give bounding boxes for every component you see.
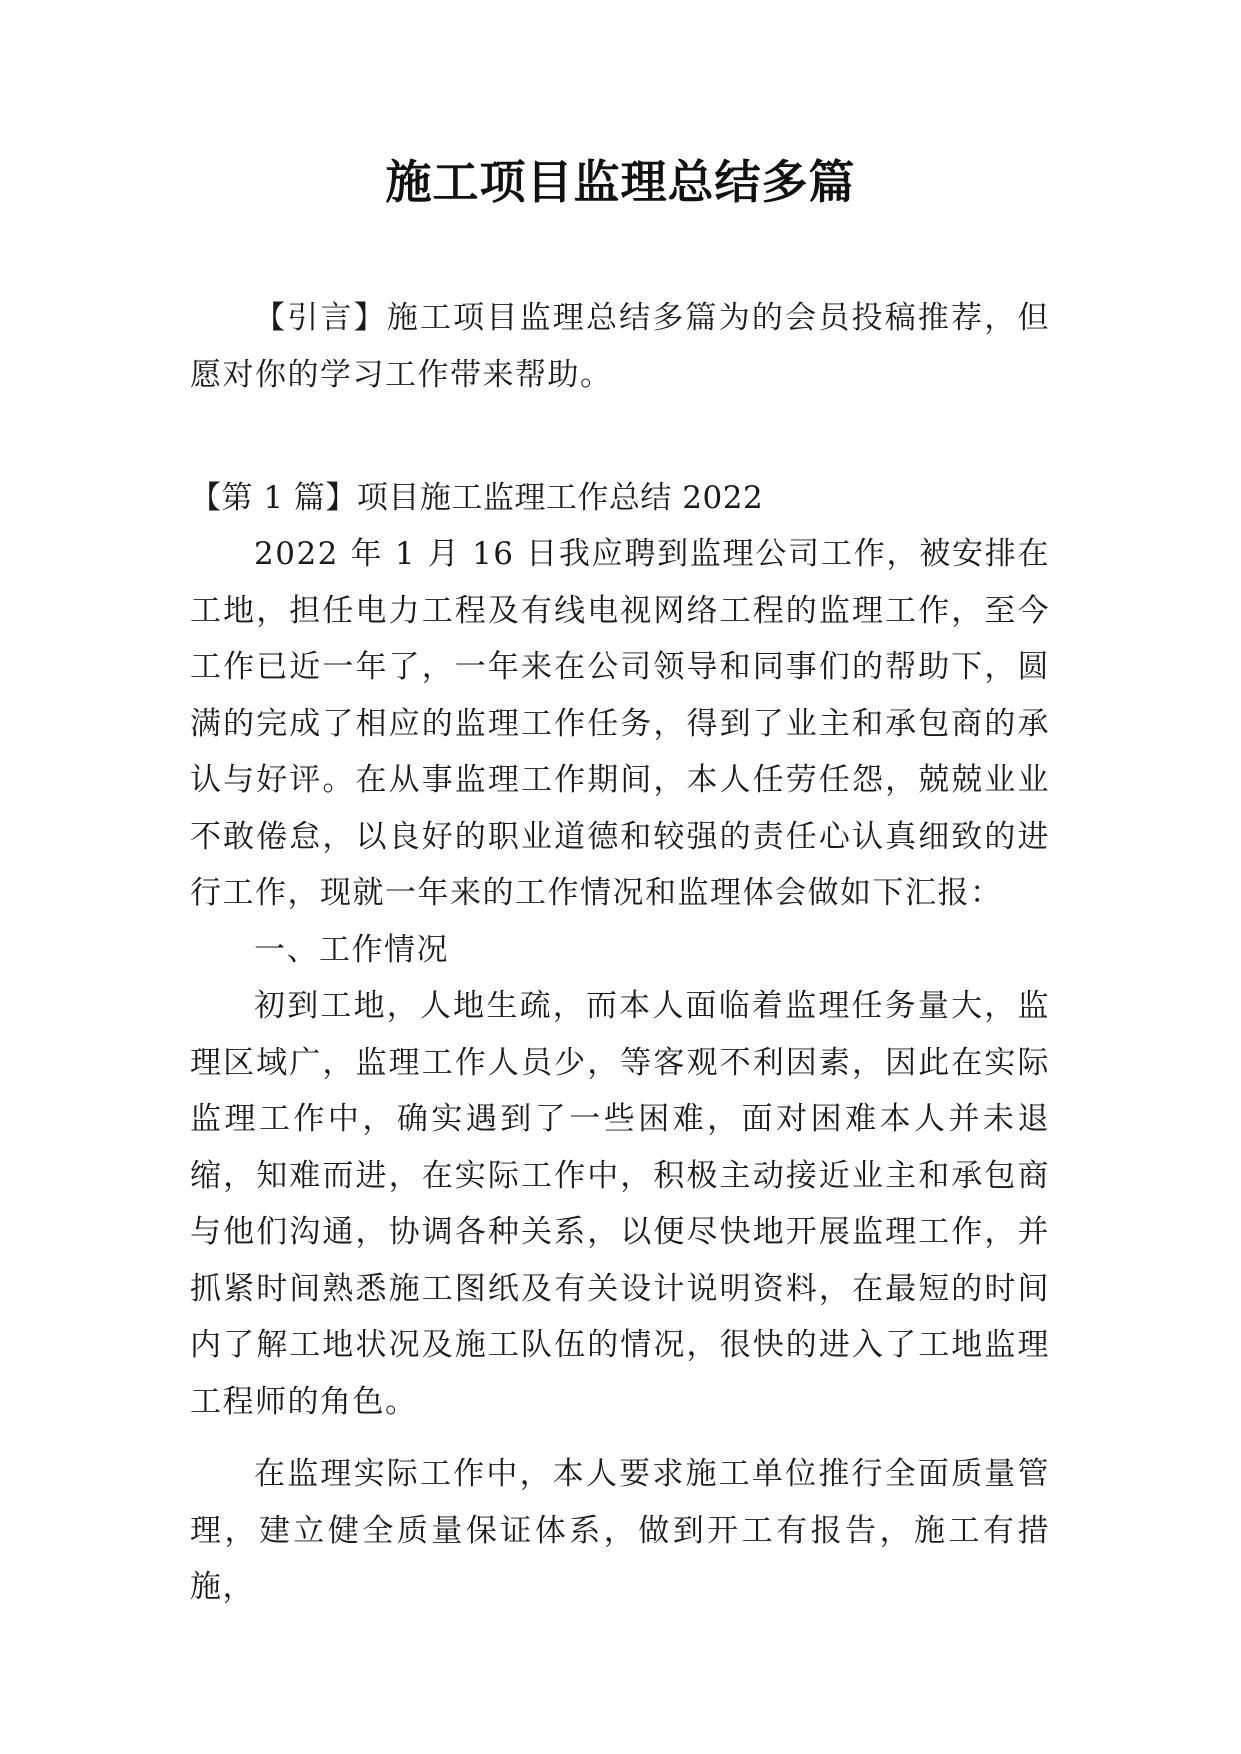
section-body	[190, 526, 1050, 1616]
paragraph: 2022 年 1 月 16 日我应聘到监理公司工作，被安排在工地，担任电力工程及有线电视网络工程的监理工作，至今工作已近一年了，一年来在公司领导和同事们的帮助下，圆满的完成了相应的监理工作任务，得到了业主和承包商的承认与好评。在从事监理工作期间，本人任劳任怨，兢兢业业不敢倦怠，以良好的职业道德和较强的责任心认真细致的进行工作，现就一年来的工作情况和监理体会做如下汇报：	[190, 536, 1050, 911]
paragraph: 初到工地，人地生疏，而本人面临着监理任务量大，监理区域广，监理工作人员少，等客观不利因素，因此在实际监理工作中，确实遇到了一些困难，面对困难本人并未退缩，知难而进，在实际工作中，积极主动接近业主和承包商与他们沟通，协调各种关系，以便尽快地开展监理工作，并抓紧时间熟悉施工图纸及有关设计说明资料，在最短的时间内了解工地状况及施工队伍的情况，很快的进入了工地监理工程师的角色。	[190, 988, 1050, 1420]
document-title: 施工项目监理总结多篇	[385, 155, 856, 209]
section-heading: 【第 1 篇】项目施工监理工作总结 2022	[190, 480, 764, 516]
subheading: 一、工作情况	[254, 931, 449, 968]
paragraph: 在监理实际工作中，本人要求施工单位推行全面质量管理，建立健全质量保证体系，做到开工有报告，施工有措施，	[190, 1456, 1050, 1605]
intro-paragraph: 【引言】施工项目监理总结多篇为的会员投稿推荐，但愿对你的学习工作带来帮助。	[190, 300, 1050, 393]
